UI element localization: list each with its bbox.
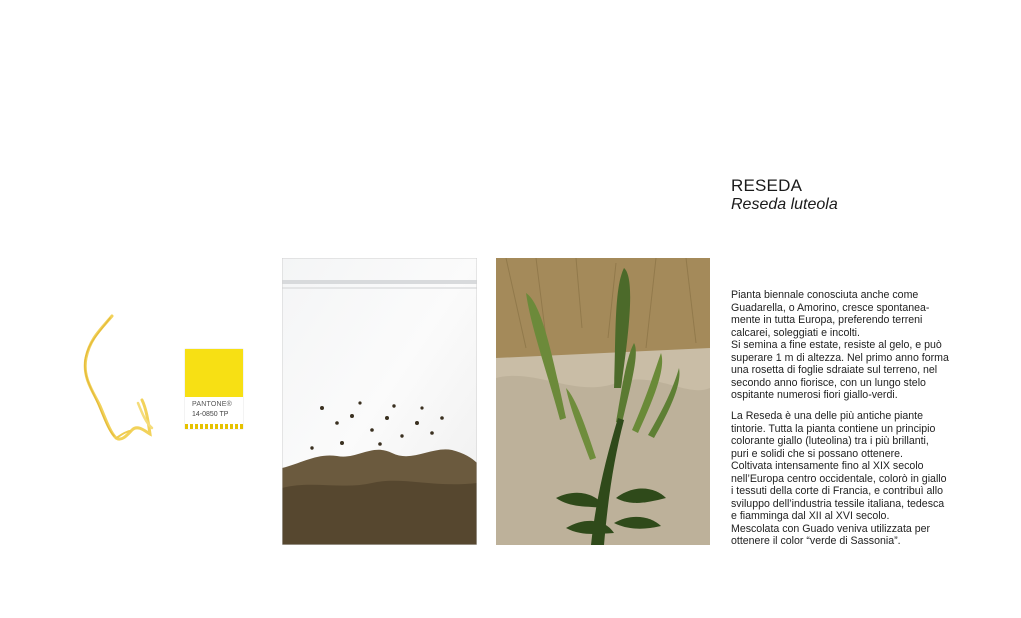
text-line: ospitante numerosi fiori giallo-verdi. — [731, 389, 898, 401]
description-paragraph-1 — [731, 289, 949, 402]
dyed-yarn-image — [72, 308, 164, 446]
text-line: mente in tutta Europa, preferendo terreni — [731, 314, 923, 326]
text-line: tintorie. Tutta la pianta contiene un principio — [731, 422, 936, 435]
text-line: Guadarella, o Amorino, cresce spontanea- — [731, 301, 930, 314]
plant-scientific-name: Reseda luteola — [731, 196, 838, 213]
pantone-color-chip — [185, 349, 243, 397]
text-line: superare 1 m di altezza. Nel primo anno forma — [731, 351, 949, 364]
text-line: puri e solidi che si possano ottenere. — [731, 447, 903, 460]
text-line: i tessuti della corte di Francia, e contribuì allo — [731, 485, 943, 497]
text-line: La Reseda è una delle più antiche piante — [731, 410, 924, 422]
seed-bag-image — [282, 258, 477, 545]
description-paragraph-2 — [731, 410, 947, 548]
pantone-brand: PANTONE® — [192, 401, 232, 408]
text-line: secondo anno fiorisce, con un lungo stelo — [731, 376, 926, 389]
text-line: Mescolata con Guado veniva utilizzata per — [731, 522, 931, 535]
text-line: Coltivata intensamente fino al XIX secolo — [731, 460, 924, 472]
text-line: colorante giallo (luteolina) tra i più brillanti, — [731, 435, 929, 447]
text-line: Pianta biennale conosciuta anche come — [731, 289, 919, 301]
text-line: una rosetta di foglie sdraiate sul terreno, nel — [731, 364, 938, 376]
text-line: ottenere il color “verde di Sassonia”. — [731, 535, 901, 547]
plant-title: RESEDA — [731, 176, 803, 195]
text-line: calcarei, soleggiati e incolti. — [731, 326, 860, 339]
text-line: Si semina a fine estate, resiste al gelo, e può — [731, 339, 942, 351]
text-line: e fiamminga dal XII al XVI secolo. — [731, 510, 890, 522]
pantone-code: 14-0850 TP — [192, 411, 229, 418]
text-line: sviluppo dell’industria tessile italiana, tedesca — [731, 497, 945, 510]
text-line: nell’Europa centro occidentale, colorò in giallo — [731, 472, 947, 485]
reseda-plant-photo — [496, 258, 710, 545]
pantone-swatch — [185, 349, 243, 429]
pantone-edge — [185, 424, 243, 429]
